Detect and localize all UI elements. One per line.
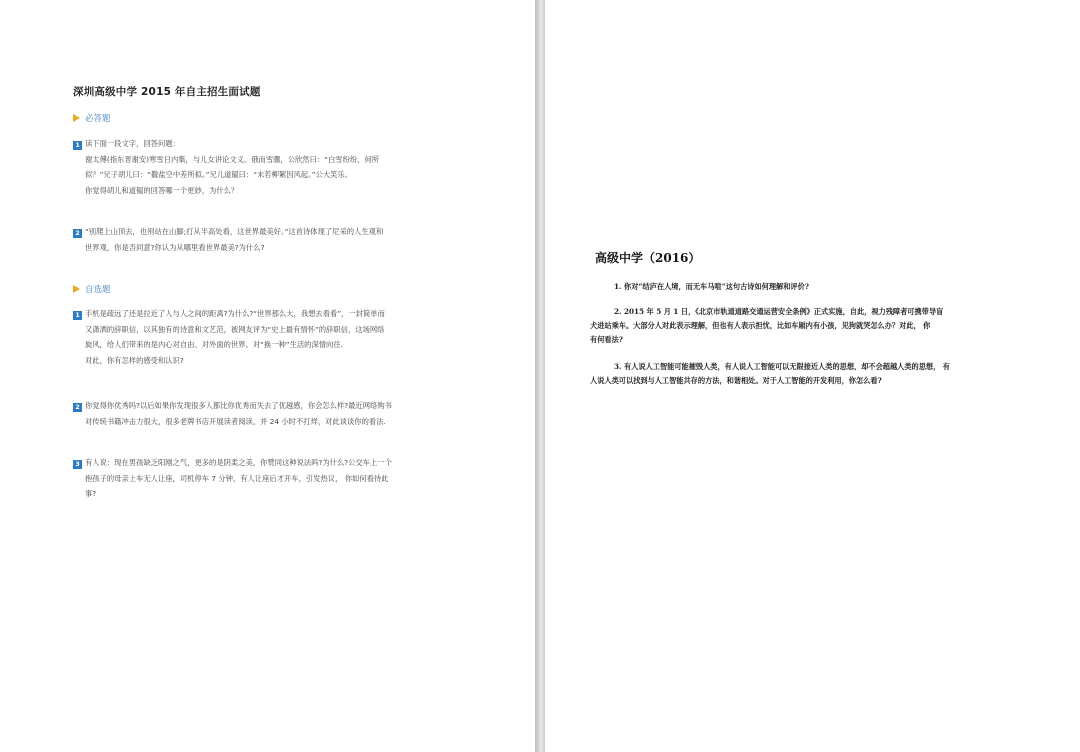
question-number-badge: 1: [73, 311, 82, 320]
question-line: 2. 2015 年 5 月 1 日，《北京市轨道道路交通运营安全条例》正式实施，自此，视力残障者可携带导盲: [614, 307, 944, 316]
question-line: 对传统书籍冲击力很大，很多老牌书店开展读者阅读，并 24 小时不打烊，对此谈谈你的看法.: [85, 416, 386, 426]
section-heading-optional: [73, 283, 111, 295]
question-line: 读下面一段文字，回答问题：: [85, 139, 180, 148]
page-gutter: [535, 0, 545, 752]
question-line: “别爬上山顶去，也别站在山脚;打从半高处看，这世界最美好。”这首诗体现了尼采的人生观和: [85, 227, 384, 236]
question-1: [73, 136, 478, 198]
right-question-1: [590, 280, 1045, 294]
question-number-badge: 2: [73, 403, 82, 412]
section-label: 必答题: [85, 114, 111, 124]
question-line: 事?: [85, 489, 97, 498]
optional-question-3: [73, 455, 478, 502]
right-question-2: [590, 305, 1045, 347]
right-question-3: [590, 360, 1045, 388]
question-line: 世界观，你是否同意?你认为从哪里看世界最美?为什么?: [85, 242, 265, 252]
question-line: 犬进站乘车。大部分人对此表示理解，但也有人表示担忧，比如车厢内有小孩，见狗就哭怎么办？对此， 你: [590, 321, 931, 330]
question-number-badge: 3: [73, 460, 82, 469]
optional-question-2: [73, 398, 478, 429]
document-title: 深圳高级中学 2015 年自主招生面试题: [73, 86, 261, 98]
question-line: 有何看法?: [590, 335, 623, 344]
question-line: 旋风，给人们带来的是内心对自由、对外面的世界、对“换一种”生活的深情向往.: [85, 340, 343, 349]
question-number-badge: 2: [73, 229, 82, 238]
right-page-title: 高级中学（2016）: [595, 251, 701, 265]
question-line: 人说人类可以找到与人工智能共存的方法，和谐相处。对于人工智能的开发利用，你怎么看?: [590, 376, 882, 385]
section-heading-required: [73, 112, 111, 124]
question-number-badge: 1: [73, 141, 82, 150]
question-line: 手机是疏远了还是拉近了人与人之间的距离?为什么?“世界那么大，我想去看看”，一封简单而: [85, 309, 385, 318]
question-line: 你觉得你优秀吗?以后如果你发现很多人都比你优秀而失去了优越感，你会怎么样?最近网络购书: [85, 401, 392, 410]
question-line: 你觉得胡儿和道韫的回答哪一个更妙，为什么？: [85, 185, 239, 195]
question-line: 1. 你对“结庐在人境，而无车马喧”这句古诗如何理解和评价?: [614, 282, 809, 291]
question-line: 谢太傅(指东晋谢安)寒雪日内集，与儿女讲论文义。俄而雪骤，公欣然曰：“白雪纷纷，何所: [85, 154, 380, 164]
section-arrow-icon: [73, 285, 80, 293]
optional-question-1: [73, 306, 478, 368]
question-line: 似？”兄子胡儿曰：“撒盐空中差所拟。”兄儿道韫曰：“未若柳絮因风起。”公大笑乐。: [85, 170, 352, 179]
left-page: [0, 0, 535, 752]
question-2: [73, 224, 478, 255]
question-line: 又潇洒的辞职信，以其独有的诗意和文艺范，被网友评为“史上最有情怀”的辞职信，这场网络: [85, 324, 385, 334]
section-label: 自选题: [85, 285, 111, 295]
question-line: 对此，你有怎样的感受和认识?: [85, 355, 184, 365]
question-line: 3. 有人说人工智能可能摧毁人类，有人说人工智能可以无限接近人类的思想，却不会超越人类的思想， 有: [614, 362, 950, 371]
question-line: 有人说：现在男孩缺乏阳刚之气，更多的是阴柔之美，你赞同这种说法吗?为什么?公交车上一个: [85, 458, 392, 467]
right-page: [545, 0, 1080, 752]
question-line: 抱孩子的母亲上车无人让座，司机停车 7 分钟，有人让座后才开车，引发热议， 你如何看待此: [85, 473, 389, 483]
section-arrow-icon: [73, 114, 80, 122]
